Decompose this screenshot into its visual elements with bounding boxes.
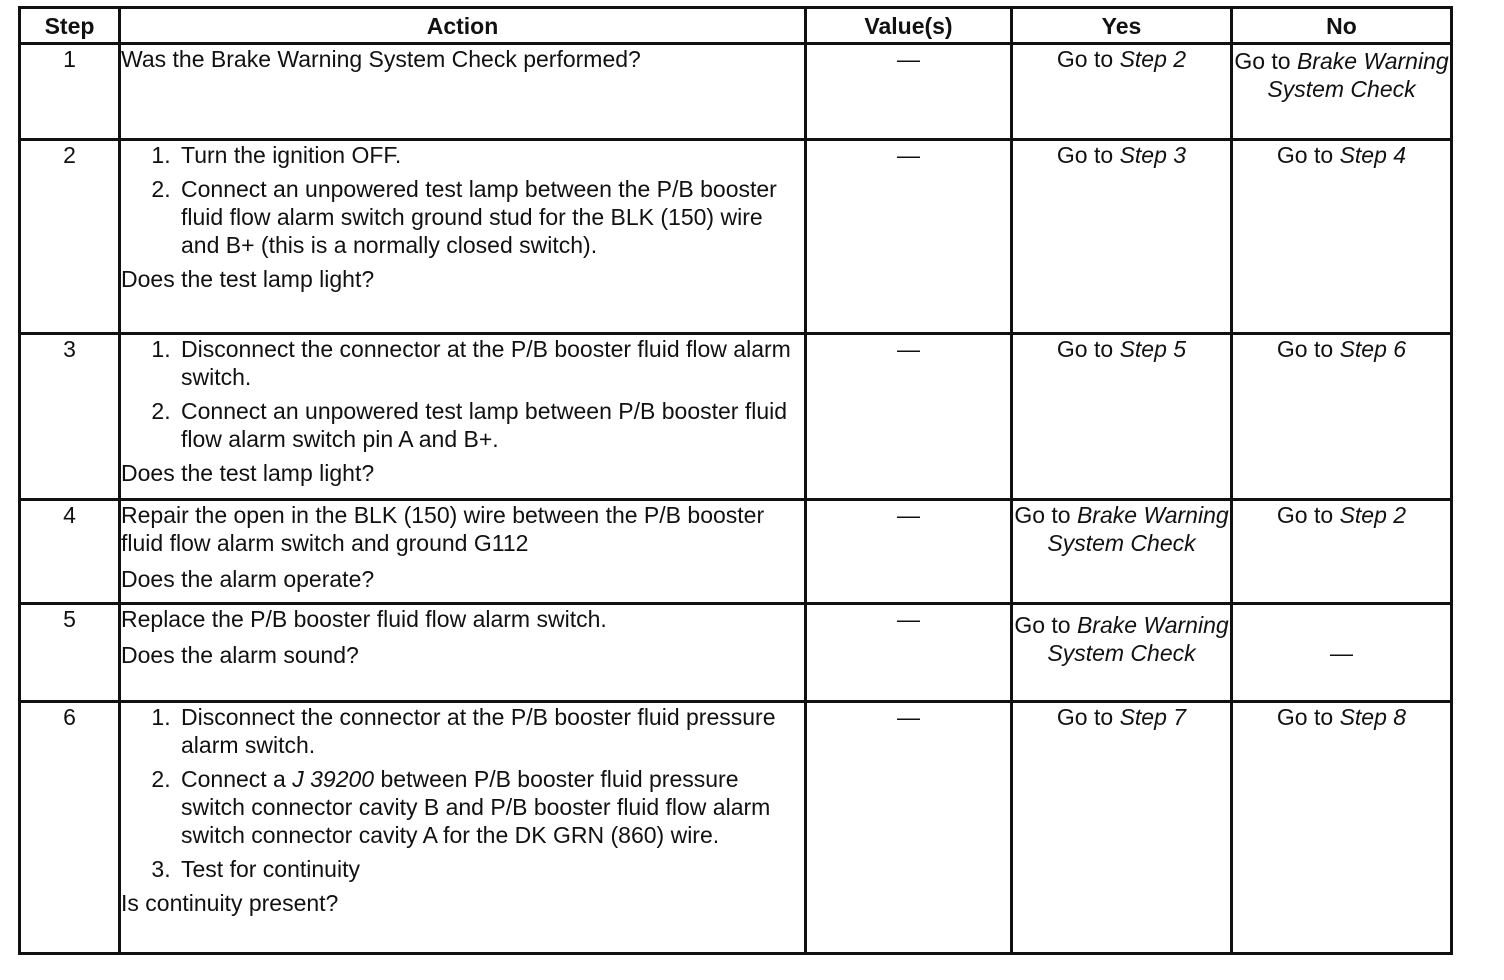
yes-prefix: Go to <box>1014 612 1077 638</box>
step-number: 6 <box>20 702 120 954</box>
yes-target: Brake Warning System Check <box>1047 502 1229 556</box>
substep: 1. Turn the ignition OFF. <box>177 141 804 169</box>
yes-cell <box>1012 44 1232 140</box>
yes-target: Brake Warning System Check <box>1047 612 1229 666</box>
action-text: Repair the open in the BLK (150) wire between the P/B booster fluid flow alarm switch and ground G112 <box>121 502 765 556</box>
question: Does the alarm sound? <box>121 642 359 668</box>
action-text: Was the Brake Warning System Check performed? <box>121 46 641 72</box>
yes-prefix: Go to <box>1014 502 1077 528</box>
header-yes: Yes <box>1012 8 1232 44</box>
question: Does the alarm operate? <box>121 566 375 592</box>
action-cell <box>120 500 806 604</box>
step-number: 1 <box>20 44 120 140</box>
no-target: Brake Warning System Check <box>1267 48 1449 102</box>
action-cell <box>120 334 806 500</box>
step-number: 4 <box>20 500 120 604</box>
no-target: Step 6 <box>1339 336 1407 362</box>
table-row <box>20 140 1452 334</box>
header-row <box>20 8 1452 44</box>
yes-prefix: Go to <box>1056 336 1120 362</box>
no-target: Step 8 <box>1339 704 1407 730</box>
substep-list <box>121 335 804 453</box>
yes-target: Step 7 <box>1119 704 1187 730</box>
header-no: No <box>1232 8 1452 44</box>
value-cell: — <box>806 604 1012 702</box>
substep-prefix: Connect a <box>181 766 293 792</box>
action-cell <box>120 140 806 334</box>
header-action: Action <box>120 8 806 44</box>
no-cell: — <box>1232 604 1452 702</box>
no-cell <box>1232 702 1452 954</box>
no-cell <box>1232 500 1452 604</box>
header-step: Step <box>20 8 120 44</box>
action-cell <box>120 604 806 702</box>
yes-cell <box>1012 604 1232 702</box>
value-cell: — <box>806 500 1012 604</box>
question: Is continuity present? <box>121 890 339 916</box>
substep-rest: between P/B booster fluid pressure switch connector cavity B and P/B booster fluid flow alarm switch connector cavity A for the DK GRN (860) wire. <box>181 766 771 848</box>
substep-list <box>121 703 804 883</box>
value-cell: — <box>806 44 1012 140</box>
table-row <box>20 500 1452 604</box>
yes-cell <box>1012 500 1232 604</box>
diagnostic-table <box>18 6 1453 955</box>
no-cell <box>1232 44 1452 140</box>
step-number: 2 <box>20 140 120 334</box>
question: Does the test lamp light? <box>121 460 375 486</box>
yes-target: Step 2 <box>1119 46 1187 72</box>
no-target: Step 2 <box>1339 502 1407 528</box>
no-cell <box>1232 140 1452 334</box>
step-number: 5 <box>20 604 120 702</box>
no-cell <box>1232 334 1452 500</box>
tool-reference: J 39200 <box>292 766 375 792</box>
no-prefix: Go to <box>1276 704 1340 730</box>
no-prefix: Go to <box>1276 502 1340 528</box>
substep-list <box>121 141 804 259</box>
no-prefix: Go to <box>1234 48 1297 74</box>
no-target: Step 4 <box>1339 142 1407 168</box>
yes-target: Step 3 <box>1119 142 1187 168</box>
substep: 3. Test for continuity <box>177 855 804 883</box>
substep: 1. Disconnect the connector at the P/B booster fluid pressure alarm switch. <box>177 703 804 759</box>
table-row <box>20 702 1452 954</box>
table-row <box>20 44 1452 140</box>
table-row <box>20 604 1452 702</box>
yes-prefix: Go to <box>1056 704 1120 730</box>
no-prefix: Go to <box>1276 336 1340 362</box>
substep <box>177 765 804 849</box>
yes-cell <box>1012 140 1232 334</box>
substep: 1. Disconnect the connector at the P/B booster fluid flow alarm switch. <box>177 335 804 391</box>
substep: 2. Connect an unpowered test lamp between P/B booster fluid flow alarm switch pin A and B+. <box>177 397 804 453</box>
yes-cell <box>1012 334 1232 500</box>
step-number: 3 <box>20 334 120 500</box>
yes-prefix: Go to <box>1056 46 1120 72</box>
yes-cell <box>1012 702 1232 954</box>
value-cell: — <box>806 702 1012 954</box>
value-cell: — <box>806 140 1012 334</box>
question: Does the test lamp light? <box>121 266 375 292</box>
substep: 2. Connect an unpowered test lamp between the P/B booster fluid flow alarm switch ground stud for the BLK (150) wire and B+ (this is a normally closed switch). <box>177 175 804 259</box>
yes-prefix: Go to <box>1056 142 1120 168</box>
action-cell <box>120 702 806 954</box>
value-cell: — <box>806 334 1012 500</box>
yes-target: Step 5 <box>1119 336 1187 362</box>
action-text: Replace the P/B booster fluid flow alarm switch. <box>121 606 607 632</box>
header-values: Value(s) <box>806 8 1012 44</box>
no-prefix: Go to <box>1276 142 1340 168</box>
action-cell <box>120 44 806 140</box>
table-row <box>20 334 1452 500</box>
